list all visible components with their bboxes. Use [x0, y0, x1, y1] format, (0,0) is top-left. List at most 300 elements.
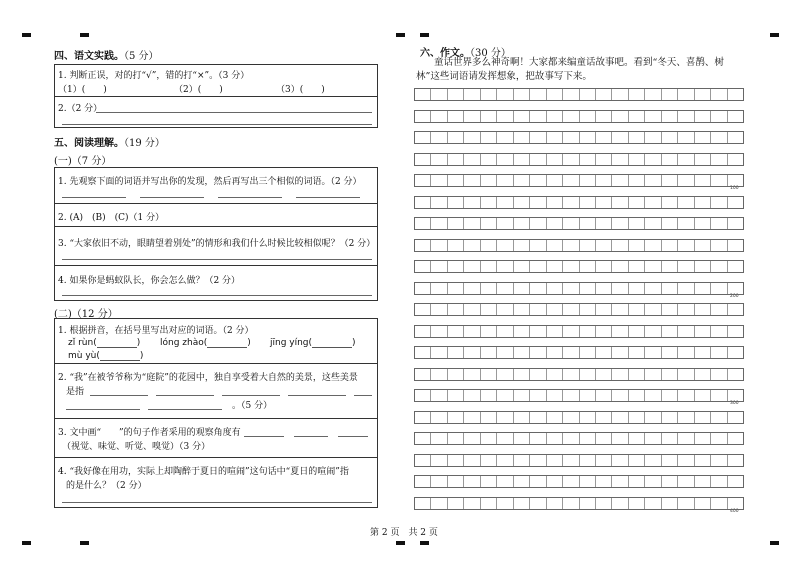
grid-row[interactable]	[414, 303, 744, 316]
grid-cell[interactable]	[612, 412, 628, 423]
grid-cell[interactable]	[580, 283, 596, 294]
grid-cell[interactable]	[481, 433, 497, 444]
grid-cell[interactable]	[563, 283, 579, 294]
grid-cell[interactable]	[596, 433, 612, 444]
grid-cell[interactable]	[629, 283, 645, 294]
grid-cell[interactable]	[695, 326, 711, 337]
grid-cell[interactable]	[497, 283, 513, 294]
grid-cell[interactable]	[678, 455, 694, 466]
grid-cell[interactable]	[431, 326, 447, 337]
grid-cell[interactable]	[695, 132, 711, 143]
grid-cell[interactable]	[547, 304, 563, 315]
grid-cell[interactable]	[481, 498, 497, 509]
s4-q1-c[interactable]: （3）( )	[276, 85, 325, 95]
grid-cell[interactable]	[580, 240, 596, 251]
grid-cell[interactable]	[464, 433, 480, 444]
grid-cell[interactable]	[415, 347, 431, 358]
grid-cell[interactable]	[415, 412, 431, 423]
grid-cell[interactable]	[431, 132, 447, 143]
grid-cell[interactable]	[629, 154, 645, 165]
grid-row[interactable]	[414, 475, 744, 488]
grid-cell[interactable]	[431, 304, 447, 315]
grid-cell[interactable]	[547, 89, 563, 100]
grid-cell[interactable]	[612, 347, 628, 358]
grid-cell[interactable]	[662, 390, 678, 401]
grid-cell[interactable]	[678, 283, 694, 294]
grid-cell[interactable]	[514, 111, 530, 122]
grid-cell[interactable]	[481, 154, 497, 165]
grid-cell[interactable]	[563, 347, 579, 358]
grid-cell[interactable]	[415, 326, 431, 337]
grid-cell[interactable]	[481, 390, 497, 401]
grid-cell[interactable]	[448, 89, 464, 100]
grid-cell[interactable]	[728, 476, 743, 487]
grid-cell[interactable]	[530, 218, 546, 229]
grid-cell[interactable]	[662, 218, 678, 229]
grid-cell[interactable]	[695, 498, 711, 509]
grid-cell[interactable]	[497, 412, 513, 423]
grid-cell[interactable]	[662, 412, 678, 423]
grid-cell[interactable]	[530, 132, 546, 143]
grid-cell[interactable]	[514, 433, 530, 444]
grid-cell[interactable]	[662, 283, 678, 294]
grid-cell[interactable]	[514, 498, 530, 509]
grid-cell[interactable]	[563, 326, 579, 337]
grid-cell[interactable]	[629, 197, 645, 208]
grid-row[interactable]	[414, 282, 744, 295]
grid-cell[interactable]	[711, 498, 727, 509]
grid-cell[interactable]	[612, 240, 628, 251]
grid-row[interactable]	[414, 389, 744, 402]
grid-cell[interactable]	[563, 197, 579, 208]
grid-row[interactable]	[414, 432, 744, 445]
grid-cell[interactable]	[596, 304, 612, 315]
grid-cell[interactable]	[629, 412, 645, 423]
grid-cell[interactable]	[563, 455, 579, 466]
grid-cell[interactable]	[728, 412, 743, 423]
grid-cell[interactable]	[464, 111, 480, 122]
grid-cell[interactable]	[678, 132, 694, 143]
grid-cell[interactable]	[629, 218, 645, 229]
grid-cell[interactable]	[448, 369, 464, 380]
grid-cell[interactable]	[695, 261, 711, 272]
grid-cell[interactable]	[530, 347, 546, 358]
grid-cell[interactable]	[497, 89, 513, 100]
grid-cell[interactable]	[497, 240, 513, 251]
grid-cell[interactable]	[580, 347, 596, 358]
grid-cell[interactable]	[497, 261, 513, 272]
grid-cell[interactable]	[514, 412, 530, 423]
grid-cell[interactable]	[728, 175, 743, 186]
grid-cell[interactable]	[629, 132, 645, 143]
grid-cell[interactable]	[547, 261, 563, 272]
grid-cell[interactable]	[612, 390, 628, 401]
grid-cell[interactable]	[431, 433, 447, 444]
grid-cell[interactable]	[662, 326, 678, 337]
grid-cell[interactable]	[662, 175, 678, 186]
grid-cell[interactable]	[678, 498, 694, 509]
grid-cell[interactable]	[431, 369, 447, 380]
grid-cell[interactable]	[497, 304, 513, 315]
grid-cell[interactable]	[547, 132, 563, 143]
grid-cell[interactable]	[596, 132, 612, 143]
grid-cell[interactable]	[629, 175, 645, 186]
grid-cell[interactable]	[711, 476, 727, 487]
grid-row[interactable]	[414, 110, 744, 123]
grid-cell[interactable]	[547, 476, 563, 487]
grid-cell[interactable]	[678, 89, 694, 100]
grid-cell[interactable]	[596, 369, 612, 380]
grid-cell[interactable]	[415, 433, 431, 444]
grid-cell[interactable]	[728, 111, 743, 122]
grid-cell[interactable]	[629, 261, 645, 272]
grid-cell[interactable]	[547, 218, 563, 229]
answer-blank[interactable]	[100, 350, 140, 361]
grid-cell[interactable]	[448, 476, 464, 487]
grid-cell[interactable]	[695, 111, 711, 122]
grid-cell[interactable]	[711, 347, 727, 358]
grid-cell[interactable]	[530, 412, 546, 423]
grid-cell[interactable]	[547, 111, 563, 122]
grid-row[interactable]	[414, 217, 744, 230]
grid-cell[interactable]	[645, 175, 661, 186]
grid-cell[interactable]	[563, 89, 579, 100]
grid-cell[interactable]	[530, 390, 546, 401]
grid-cell[interactable]	[514, 261, 530, 272]
grid-cell[interactable]	[563, 369, 579, 380]
grid-cell[interactable]	[530, 326, 546, 337]
grid-cell[interactable]	[711, 390, 727, 401]
grid-cell[interactable]	[481, 304, 497, 315]
grid-cell[interactable]	[711, 304, 727, 315]
grid-cell[interactable]	[431, 197, 447, 208]
grid-cell[interactable]	[514, 283, 530, 294]
grid-cell[interactable]	[481, 455, 497, 466]
grid-row[interactable]	[414, 174, 744, 187]
grid-cell[interactable]	[678, 175, 694, 186]
grid-cell[interactable]	[662, 154, 678, 165]
grid-cell[interactable]	[695, 197, 711, 208]
grid-cell[interactable]	[728, 197, 743, 208]
grid-cell[interactable]	[678, 369, 694, 380]
grid-cell[interactable]	[514, 89, 530, 100]
grid-cell[interactable]	[431, 476, 447, 487]
grid-cell[interactable]	[728, 283, 743, 294]
grid-cell[interactable]	[596, 390, 612, 401]
grid-cell[interactable]	[448, 390, 464, 401]
grid-cell[interactable]	[464, 390, 480, 401]
grid-cell[interactable]	[645, 197, 661, 208]
answer-line[interactable]	[218, 197, 282, 198]
grid-cell[interactable]	[497, 433, 513, 444]
answer-line[interactable]	[90, 395, 148, 396]
grid-cell[interactable]	[415, 261, 431, 272]
grid-cell[interactable]	[481, 412, 497, 423]
grid-cell[interactable]	[448, 326, 464, 337]
grid-cell[interactable]	[645, 283, 661, 294]
grid-cell[interactable]	[448, 412, 464, 423]
grid-row[interactable]	[414, 196, 744, 209]
answer-line[interactable]	[354, 395, 372, 396]
grid-cell[interactable]	[497, 498, 513, 509]
grid-cell[interactable]	[596, 326, 612, 337]
grid-cell[interactable]	[464, 175, 480, 186]
grid-cell[interactable]	[464, 89, 480, 100]
grid-cell[interactable]	[711, 283, 727, 294]
grid-cell[interactable]	[728, 433, 743, 444]
grid-cell[interactable]	[645, 261, 661, 272]
grid-cell[interactable]	[612, 175, 628, 186]
grid-cell[interactable]	[464, 326, 480, 337]
grid-cell[interactable]	[645, 455, 661, 466]
grid-cell[interactable]	[464, 197, 480, 208]
grid-cell[interactable]	[481, 111, 497, 122]
grid-cell[interactable]	[547, 455, 563, 466]
grid-cell[interactable]	[580, 218, 596, 229]
grid-cell[interactable]	[547, 326, 563, 337]
grid-cell[interactable]	[530, 111, 546, 122]
grid-cell[interactable]	[662, 261, 678, 272]
answer-line[interactable]	[62, 259, 372, 260]
grid-cell[interactable]	[728, 89, 743, 100]
grid-cell[interactable]	[448, 154, 464, 165]
grid-cell[interactable]	[580, 175, 596, 186]
grid-cell[interactable]	[481, 476, 497, 487]
grid-cell[interactable]	[728, 347, 743, 358]
grid-cell[interactable]	[662, 111, 678, 122]
grid-cell[interactable]	[580, 132, 596, 143]
grid-cell[interactable]	[415, 369, 431, 380]
grid-cell[interactable]	[629, 369, 645, 380]
grid-cell[interactable]	[448, 261, 464, 272]
answer-line[interactable]	[96, 112, 372, 113]
grid-cell[interactable]	[464, 304, 480, 315]
grid-cell[interactable]	[711, 197, 727, 208]
grid-cell[interactable]	[662, 132, 678, 143]
grid-cell[interactable]	[464, 412, 480, 423]
grid-cell[interactable]	[695, 175, 711, 186]
grid-cell[interactable]	[596, 412, 612, 423]
grid-cell[interactable]	[629, 476, 645, 487]
grid-cell[interactable]	[431, 261, 447, 272]
grid-row[interactable]	[414, 153, 744, 166]
grid-cell[interactable]	[612, 132, 628, 143]
grid-row[interactable]	[414, 411, 744, 424]
grid-cell[interactable]	[678, 111, 694, 122]
grid-cell[interactable]	[497, 455, 513, 466]
grid-cell[interactable]	[645, 154, 661, 165]
answer-line[interactable]	[288, 395, 346, 396]
grid-cell[interactable]	[645, 304, 661, 315]
grid-cell[interactable]	[645, 326, 661, 337]
grid-cell[interactable]	[431, 240, 447, 251]
grid-cell[interactable]	[695, 412, 711, 423]
grid-cell[interactable]	[580, 412, 596, 423]
grid-cell[interactable]	[448, 304, 464, 315]
grid-cell[interactable]	[695, 240, 711, 251]
grid-cell[interactable]	[530, 369, 546, 380]
grid-cell[interactable]	[481, 132, 497, 143]
grid-cell[interactable]	[629, 347, 645, 358]
grid-cell[interactable]	[711, 175, 727, 186]
grid-cell[interactable]	[481, 89, 497, 100]
grid-cell[interactable]	[645, 412, 661, 423]
grid-cell[interactable]	[547, 197, 563, 208]
grid-row[interactable]	[414, 239, 744, 252]
grid-cell[interactable]	[481, 175, 497, 186]
grid-cell[interactable]	[547, 240, 563, 251]
grid-cell[interactable]	[464, 240, 480, 251]
grid-cell[interactable]	[596, 154, 612, 165]
grid-cell[interactable]	[464, 283, 480, 294]
grid-cell[interactable]	[514, 240, 530, 251]
grid-cell[interactable]	[481, 326, 497, 337]
grid-cell[interactable]	[563, 261, 579, 272]
grid-cell[interactable]	[464, 154, 480, 165]
grid-cell[interactable]	[431, 347, 447, 358]
grid-cell[interactable]	[629, 89, 645, 100]
grid-cell[interactable]	[481, 283, 497, 294]
grid-cell[interactable]	[612, 197, 628, 208]
answer-line[interactable]	[222, 395, 280, 396]
grid-cell[interactable]	[580, 197, 596, 208]
grid-cell[interactable]	[728, 261, 743, 272]
grid-cell[interactable]	[481, 369, 497, 380]
grid-row[interactable]	[414, 454, 744, 467]
grid-cell[interactable]	[464, 455, 480, 466]
grid-cell[interactable]	[662, 433, 678, 444]
grid-cell[interactable]	[629, 111, 645, 122]
grid-cell[interactable]	[580, 498, 596, 509]
grid-cell[interactable]	[464, 498, 480, 509]
grid-cell[interactable]	[629, 304, 645, 315]
grid-cell[interactable]	[530, 455, 546, 466]
grid-cell[interactable]	[514, 369, 530, 380]
grid-cell[interactable]	[580, 154, 596, 165]
grid-cell[interactable]	[662, 498, 678, 509]
grid-cell[interactable]	[497, 326, 513, 337]
grid-cell[interactable]	[497, 476, 513, 487]
grid-cell[interactable]	[514, 218, 530, 229]
grid-cell[interactable]	[431, 218, 447, 229]
grid-cell[interactable]	[448, 433, 464, 444]
grid-cell[interactable]	[415, 455, 431, 466]
grid-cell[interactable]	[695, 433, 711, 444]
grid-cell[interactable]	[612, 154, 628, 165]
grid-cell[interactable]	[547, 283, 563, 294]
grid-cell[interactable]	[563, 412, 579, 423]
grid-cell[interactable]	[514, 175, 530, 186]
answer-line[interactable]	[140, 197, 204, 198]
grid-cell[interactable]	[448, 498, 464, 509]
grid-row[interactable]	[414, 325, 744, 338]
grid-cell[interactable]	[678, 433, 694, 444]
grid-cell[interactable]	[678, 240, 694, 251]
grid-cell[interactable]	[497, 132, 513, 143]
grid-cell[interactable]	[431, 455, 447, 466]
grid-cell[interactable]	[563, 132, 579, 143]
grid-cell[interactable]	[448, 283, 464, 294]
grid-cell[interactable]	[563, 433, 579, 444]
grid-cell[interactable]	[695, 89, 711, 100]
grid-cell[interactable]	[580, 89, 596, 100]
grid-cell[interactable]	[596, 455, 612, 466]
grid-cell[interactable]	[514, 304, 530, 315]
grid-cell[interactable]	[580, 369, 596, 380]
s4-q1-a[interactable]: （1）( )	[58, 85, 107, 95]
grid-cell[interactable]	[547, 369, 563, 380]
s4-q1-b[interactable]: （2）( )	[174, 85, 223, 95]
grid-cell[interactable]	[563, 390, 579, 401]
grid-cell[interactable]	[612, 261, 628, 272]
answer-line[interactable]	[148, 409, 222, 410]
answer-blank[interactable]	[207, 337, 247, 348]
grid-cell[interactable]	[678, 347, 694, 358]
grid-cell[interactable]	[415, 390, 431, 401]
grid-cell[interactable]	[448, 347, 464, 358]
grid-cell[interactable]	[464, 347, 480, 358]
grid-cell[interactable]	[662, 455, 678, 466]
grid-cell[interactable]	[431, 412, 447, 423]
grid-cell[interactable]	[612, 476, 628, 487]
grid-cell[interactable]	[530, 175, 546, 186]
grid-cell[interactable]	[448, 111, 464, 122]
answer-line[interactable]	[294, 436, 328, 437]
grid-cell[interactable]	[530, 304, 546, 315]
grid-cell[interactable]	[563, 111, 579, 122]
grid-cell[interactable]	[530, 261, 546, 272]
answer-line[interactable]	[66, 409, 140, 410]
grid-cell[interactable]	[645, 390, 661, 401]
grid-cell[interactable]	[530, 433, 546, 444]
grid-cell[interactable]	[481, 240, 497, 251]
grid-cell[interactable]	[464, 218, 480, 229]
grid-cell[interactable]	[497, 390, 513, 401]
answer-line[interactable]	[62, 197, 126, 198]
grid-cell[interactable]	[711, 240, 727, 251]
grid-cell[interactable]	[612, 89, 628, 100]
grid-cell[interactable]	[678, 261, 694, 272]
grid-cell[interactable]	[514, 476, 530, 487]
grid-cell[interactable]	[448, 132, 464, 143]
grid-cell[interactable]	[662, 304, 678, 315]
grid-cell[interactable]	[431, 175, 447, 186]
answer-line[interactable]	[62, 124, 372, 125]
grid-cell[interactable]	[645, 369, 661, 380]
grid-cell[interactable]	[612, 283, 628, 294]
grid-cell[interactable]	[596, 261, 612, 272]
grid-cell[interactable]	[497, 347, 513, 358]
grid-cell[interactable]	[645, 347, 661, 358]
grid-cell[interactable]	[464, 132, 480, 143]
grid-cell[interactable]	[415, 498, 431, 509]
grid-cell[interactable]	[580, 304, 596, 315]
grid-cell[interactable]	[415, 304, 431, 315]
grid-cell[interactable]	[415, 175, 431, 186]
grid-cell[interactable]	[596, 283, 612, 294]
grid-cell[interactable]	[497, 111, 513, 122]
grid-cell[interactable]	[728, 498, 743, 509]
grid-cell[interactable]	[563, 175, 579, 186]
grid-cell[interactable]	[695, 218, 711, 229]
grid-cell[interactable]	[678, 326, 694, 337]
grid-cell[interactable]	[728, 326, 743, 337]
answer-blank[interactable]	[97, 337, 137, 348]
grid-cell[interactable]	[563, 476, 579, 487]
grid-cell[interactable]	[711, 326, 727, 337]
grid-cell[interactable]	[728, 218, 743, 229]
grid-cell[interactable]	[563, 154, 579, 165]
